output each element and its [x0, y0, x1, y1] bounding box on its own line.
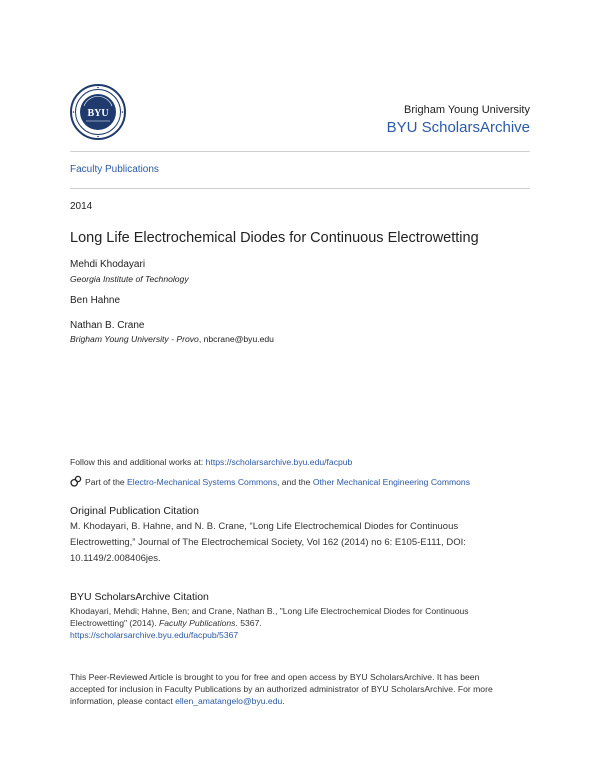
citation-line: Khodayari, Mehdi; Hahne, Ben; and Crane, Nathan B., "Long Life Electrochemical Diodes for Continuous [70, 606, 469, 616]
citation-line: M. Khodayari, B. Hahne, and N. B. Crane, “Long Life Electrochemical Diodes for Continuous [70, 521, 459, 532]
paper-title: Long Life Electrochemical Diodes for Continuous Electrowetting [70, 230, 479, 246]
citation-part: . 5367. [235, 618, 262, 628]
follow-line [70, 457, 352, 467]
publication-year: 2014 [70, 201, 93, 212]
footer-notice [70, 671, 493, 707]
part-of-middle: , and the [277, 477, 313, 487]
author-affiliation-line [70, 334, 274, 344]
citation-line: Electrowetting,” Journal of The Electrochemical Society, Vol 162 (2014) no 6: E105-E111, DOI: [70, 537, 466, 548]
byu-citation-text [70, 605, 469, 641]
collection-link[interactable]: Faculty Publications [70, 164, 159, 175]
citation-line: 10.1149/2.008406jes. [70, 553, 161, 564]
author-affiliation: Brigham Young University - Provo [70, 334, 199, 344]
part-of-line [70, 475, 470, 489]
author-name: Nathan B. Crane [70, 320, 145, 331]
other-mechanical-commons-link[interactable]: Other Mechanical Engineering Commons [312, 477, 471, 487]
original-citation-heading: Original Publication Citation [70, 505, 199, 517]
citation-collection: Faculty Publications [159, 618, 236, 628]
header-divider [70, 151, 530, 152]
follow-prefix: Follow this and additional works at: [70, 457, 206, 467]
citation-line [70, 617, 469, 629]
archive-link[interactable]: BYU ScholarsArchive [386, 119, 530, 136]
author-email: , nbcrane@byu.edu [198, 334, 274, 344]
institution-name: Brigham Young University [404, 104, 530, 116]
contact-email-link[interactable]: ellen_amatangelo@byu.edu [175, 696, 283, 706]
citation-part: Electrowetting" (2014). [70, 618, 160, 628]
network-icon [70, 475, 82, 489]
facpub-link[interactable]: https://scholarsarchive.byu.edu/facpub [205, 457, 353, 467]
author-name: Mehdi Khodayari [70, 259, 146, 270]
author-name: Ben Hahne [70, 295, 121, 306]
part-of-prefix: Part of the [85, 477, 128, 487]
footer-line [70, 695, 493, 707]
byu-seal-logo [70, 84, 126, 140]
footer-line: accepted for inclusion in Faculty Publications by an authorized administrator of BYU ScholarsArchive. For more [70, 684, 493, 694]
item-link[interactable]: https://scholarsarchive.byu.edu/facpub/5367 [70, 630, 239, 640]
footer-suffix: . [282, 696, 285, 706]
author-affiliation: Georgia Institute of Technology [70, 274, 189, 284]
footer-line: This Peer-Reviewed Article is brought to you for free and open access by BYU ScholarsArchive. It has been [70, 672, 480, 682]
footer-prefix: information, please contact [70, 696, 176, 706]
original-citation-text [70, 519, 466, 567]
seal-abbrev: BYU [87, 108, 109, 119]
byu-citation-heading: BYU ScholarsArchive Citation [70, 591, 209, 603]
collection-divider [70, 188, 530, 189]
electro-mechanical-commons-link[interactable]: Electro-Mechanical Systems Commons [127, 477, 278, 487]
